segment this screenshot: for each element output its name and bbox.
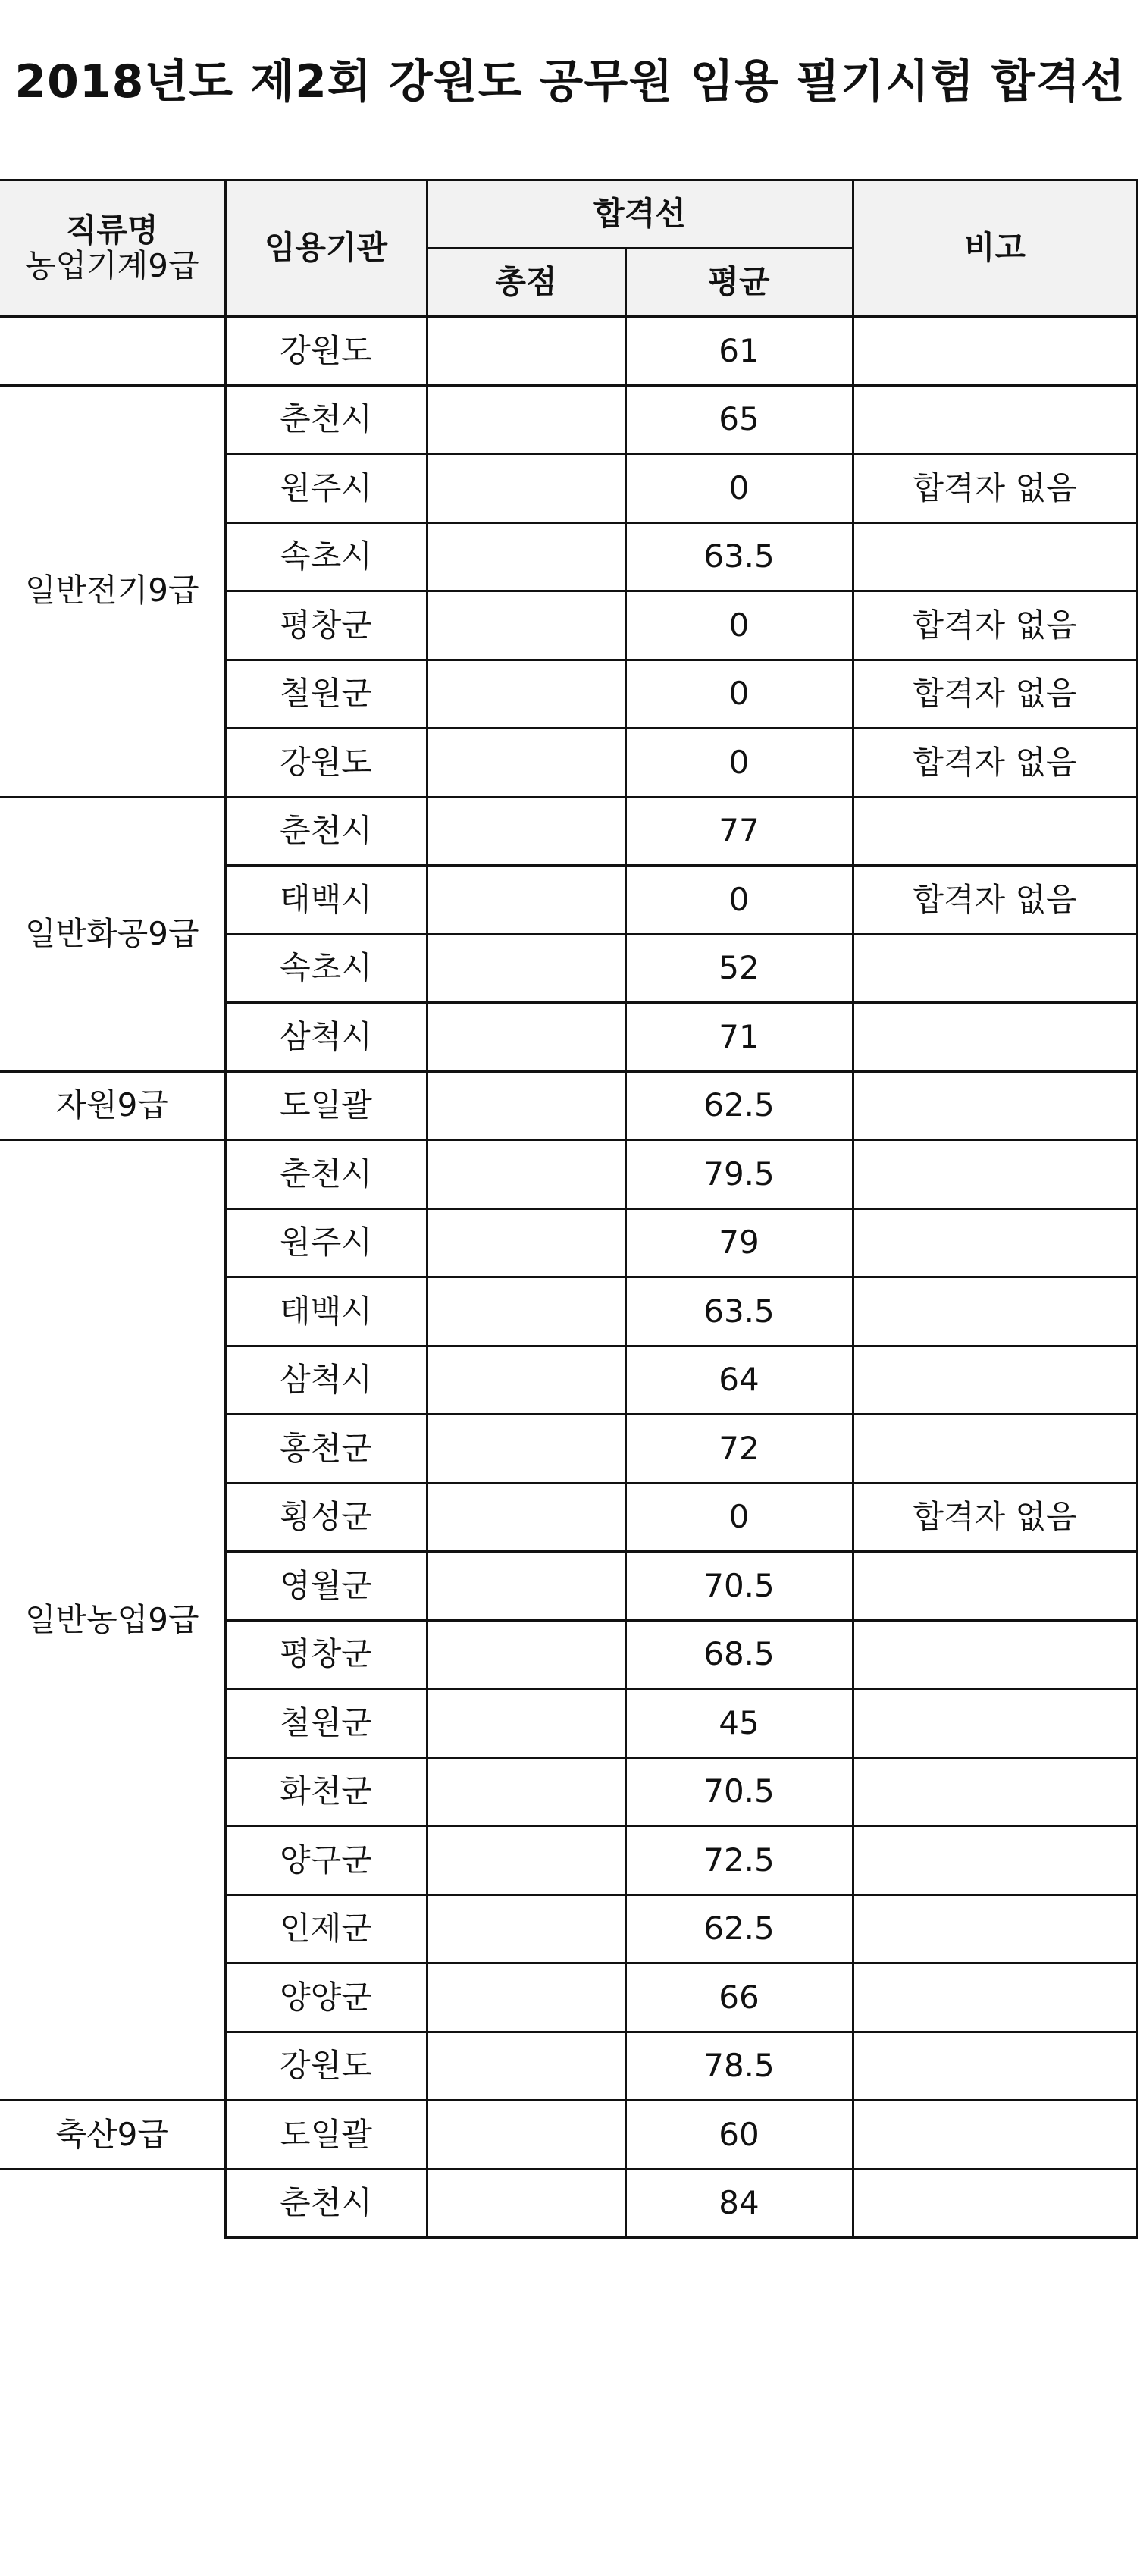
note-cell	[853, 1415, 1137, 1484]
page-title: 2018년도 제2회 강원도 공무원 임용 필기시험 합격선	[14, 55, 1126, 108]
average-cell: 72.5	[625, 1826, 853, 1895]
table-row	[0, 2101, 1137, 2170]
note-cell	[853, 1346, 1137, 1415]
total-cell	[427, 1757, 625, 1826]
job-cell: 자원9급	[0, 1071, 225, 1140]
note-cell	[853, 934, 1137, 1003]
note-cell	[853, 1140, 1137, 1209]
total-cell	[427, 1552, 625, 1621]
agency-cell: 태백시	[225, 1277, 427, 1346]
total-cell	[427, 2169, 625, 2238]
agency-cell: 홍천군	[225, 1415, 427, 1484]
total-cell	[427, 1963, 625, 2032]
average-cell: 0	[625, 729, 853, 798]
average-cell: 0	[625, 660, 853, 729]
average-cell: 62.5	[625, 1894, 853, 1963]
average-cell: 64	[625, 1346, 853, 1415]
header-job	[0, 180, 225, 317]
job-cell: 일반전기9급	[0, 385, 225, 797]
average-cell: 84	[625, 2169, 853, 2238]
agency-cell: 도일괄	[225, 1071, 427, 1140]
total-cell	[427, 385, 625, 454]
note-cell	[853, 2032, 1137, 2101]
total-cell	[427, 1483, 625, 1552]
total-cell	[427, 1689, 625, 1758]
agency-cell: 철원군	[225, 660, 427, 729]
header-agency: 임용기관	[225, 180, 427, 317]
table-row	[0, 1071, 1137, 1140]
agency-cell: 강원도	[225, 729, 427, 798]
table-row	[0, 317, 1137, 386]
total-cell	[427, 797, 625, 866]
total-cell	[427, 522, 625, 591]
table-body	[0, 317, 1137, 2238]
agency-cell: 인제군	[225, 1894, 427, 1963]
agency-cell: 횡성군	[225, 1483, 427, 1552]
total-cell	[427, 1003, 625, 1072]
total-cell	[427, 2032, 625, 2101]
total-cell	[427, 454, 625, 523]
average-cell: 52	[625, 934, 853, 1003]
average-cell: 0	[625, 1483, 853, 1552]
average-cell: 72	[625, 1415, 853, 1484]
total-cell	[427, 660, 625, 729]
average-cell: 45	[625, 1689, 853, 1758]
note-cell	[853, 1689, 1137, 1758]
agency-cell: 춘천시	[225, 2169, 427, 2238]
total-cell	[427, 1415, 625, 1484]
agency-cell: 춘천시	[225, 385, 427, 454]
note-cell: 합격자 없음	[853, 660, 1137, 729]
total-cell	[427, 1346, 625, 1415]
note-cell	[853, 1757, 1137, 1826]
job-cell: 축산9급	[0, 2101, 225, 2170]
header-total: 총점	[427, 249, 625, 317]
average-cell: 68.5	[625, 1620, 853, 1689]
job-cell	[0, 2169, 225, 2238]
agency-cell: 강원도	[225, 2032, 427, 2101]
agency-cell: 삼척시	[225, 1346, 427, 1415]
job-cell: 일반농업9급	[0, 1140, 225, 2101]
average-cell: 79	[625, 1208, 853, 1277]
average-cell: 65	[625, 385, 853, 454]
note-cell: 합격자 없음	[853, 729, 1137, 798]
note-cell	[853, 797, 1137, 866]
job-cell	[0, 317, 225, 386]
agency-cell: 철원군	[225, 1689, 427, 1758]
average-cell: 0	[625, 454, 853, 523]
header-job-sub-label: 농업기계9급	[24, 246, 199, 284]
agency-cell: 원주시	[225, 1208, 427, 1277]
note-cell: 합격자 없음	[853, 1483, 1137, 1552]
agency-cell: 속초시	[225, 934, 427, 1003]
note-cell	[853, 1963, 1137, 2032]
average-cell: 79.5	[625, 1140, 853, 1209]
average-cell: 70.5	[625, 1757, 853, 1826]
note-cell	[853, 1620, 1137, 1689]
average-cell: 66	[625, 1963, 853, 2032]
total-cell	[427, 1140, 625, 1209]
average-cell: 63.5	[625, 1277, 853, 1346]
table-row	[0, 1140, 1137, 1209]
agency-cell: 원주시	[225, 454, 427, 523]
total-cell	[427, 1071, 625, 1140]
note-cell: 합격자 없음	[853, 591, 1137, 660]
note-cell	[853, 1552, 1137, 1621]
agency-cell: 삼척시	[225, 1003, 427, 1072]
average-cell: 71	[625, 1003, 853, 1072]
note-cell	[853, 317, 1137, 386]
average-cell: 0	[625, 591, 853, 660]
agency-cell: 영월군	[225, 1552, 427, 1621]
note-cell	[853, 1894, 1137, 1963]
results-table	[0, 179, 1138, 2239]
total-cell	[427, 1894, 625, 1963]
note-cell	[853, 1003, 1137, 1072]
note-cell: 합격자 없음	[853, 866, 1137, 935]
agency-cell: 춘천시	[225, 797, 427, 866]
total-cell	[427, 866, 625, 935]
agency-cell: 화천군	[225, 1757, 427, 1826]
total-cell	[427, 2101, 625, 2170]
average-cell: 62.5	[625, 1071, 853, 1140]
agency-cell: 태백시	[225, 866, 427, 935]
average-cell: 61	[625, 317, 853, 386]
average-cell: 63.5	[625, 522, 853, 591]
table-header	[0, 180, 1137, 317]
average-cell: 78.5	[625, 2032, 853, 2101]
header-note: 비고	[853, 180, 1137, 317]
note-cell	[853, 385, 1137, 454]
total-cell	[427, 729, 625, 798]
average-cell: 70.5	[625, 1552, 853, 1621]
header-job-label: 직류명	[65, 212, 158, 249]
agency-cell: 양구군	[225, 1826, 427, 1895]
job-cell: 일반화공9급	[0, 797, 225, 1071]
agency-cell: 평창군	[225, 591, 427, 660]
total-cell	[427, 591, 625, 660]
table-row	[0, 385, 1137, 454]
total-cell	[427, 317, 625, 386]
agency-cell: 평창군	[225, 1620, 427, 1689]
agency-cell: 도일괄	[225, 2101, 427, 2170]
note-cell	[853, 522, 1137, 591]
total-cell	[427, 1208, 625, 1277]
note-cell: 합격자 없음	[853, 454, 1137, 523]
agency-cell: 강원도	[225, 317, 427, 386]
header-average: 평균	[625, 249, 853, 317]
average-cell: 60	[625, 2101, 853, 2170]
table-row	[0, 797, 1137, 866]
note-cell	[853, 1277, 1137, 1346]
average-cell: 77	[625, 797, 853, 866]
average-cell: 0	[625, 866, 853, 935]
total-cell	[427, 1277, 625, 1346]
agency-cell: 속초시	[225, 522, 427, 591]
agency-cell: 양양군	[225, 1963, 427, 2032]
agency-cell: 춘천시	[225, 1140, 427, 1209]
header-cutoff: 합격선	[427, 180, 853, 249]
note-cell	[853, 2101, 1137, 2170]
note-cell	[853, 1826, 1137, 1895]
total-cell	[427, 1620, 625, 1689]
total-cell	[427, 1826, 625, 1895]
note-cell	[853, 2169, 1137, 2238]
note-cell	[853, 1071, 1137, 1140]
table-row	[0, 2169, 1137, 2238]
total-cell	[427, 934, 625, 1003]
note-cell	[853, 1208, 1137, 1277]
